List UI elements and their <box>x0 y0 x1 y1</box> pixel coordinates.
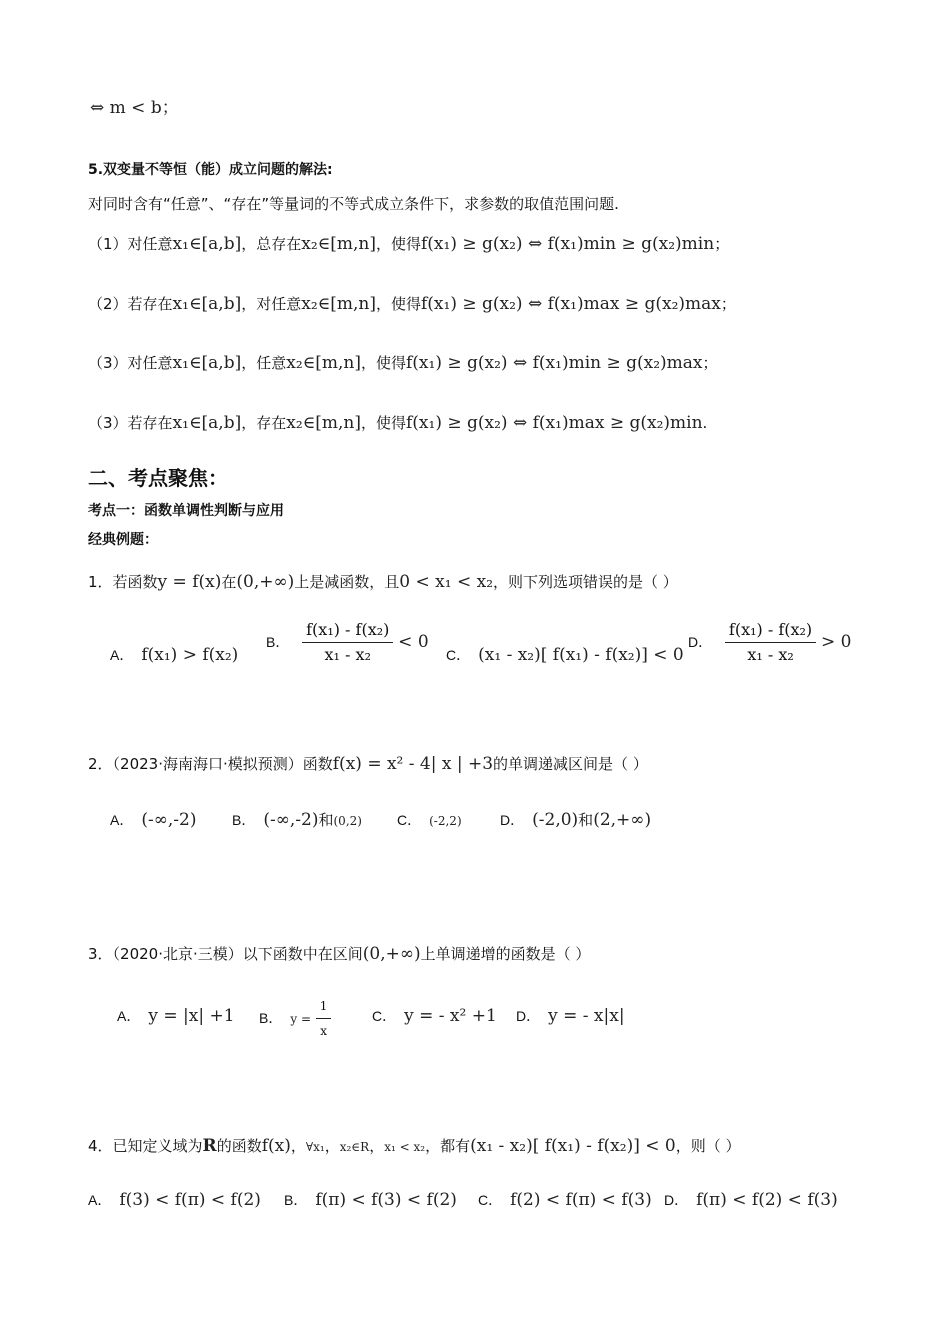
question-4-option-b[interactable]: B． f(π) < f(3) < f(2) <box>284 1190 457 1210</box>
question-1-option-c[interactable]: C． (x₁ - x₂)[ f(x₁) - f(x₂)] < 0 <box>446 645 684 665</box>
question-4-stem: 4．已知定义域为R的函数f(x)，∀x₁，x₂∈R，x₁ < x₂，都有(x₁ - x₂)[ f(x₁) - f(x₂)] < 0，则（ ） <box>88 1136 741 1156</box>
question-4-option-c[interactable]: C． f(2) < f(π) < f(3) <box>478 1190 652 1210</box>
section2-title: 二、考点聚焦： <box>88 466 228 490</box>
question-1-option-d[interactable]: D． $\frac{\text{f(x₁) - f(x₂)}}{\text{x₁ - x₂}}$ > 0 <box>688 620 852 664</box>
question-1-stem: 1．若函数y = f(x)在(0,+∞)上是减函数，且0 < x₁ < x₂，则下列选项错误的是（ ） <box>88 572 678 592</box>
question-3-option-d[interactable]: D． y = - x|x| <box>516 1006 625 1026</box>
question-3-option-b[interactable]: B． y = $\frac{1}{x}$ <box>259 996 331 1041</box>
keypoint-1-title: 考点一：函数单调性判断与应用 <box>88 503 284 519</box>
question-2-option-a[interactable]: A． (-∞,-2) <box>110 810 197 830</box>
section5-item-4: （3）若存在x₁∈[a,b]，存在x₂∈[m,n]，使得f(x₁) ≥ g(x₂) ⇔ f(x₁)max ≥ g(x₂)min. <box>88 413 708 433</box>
question-1-option-a[interactable]: A． f(x₁) > f(x₂) <box>110 645 239 665</box>
question-3-option-c[interactable]: C． y = - x² +1 <box>372 1006 497 1026</box>
section5-item-2: （2）若存在x₁∈[a,b]，对任意x₂∈[m,n]，使得f(x₁) ≥ g(x₂) ⇔ f(x₁)max ≥ g(x₂)max； <box>88 294 736 314</box>
question-4-option-a[interactable]: A． f(3) < f(π) < f(2) <box>88 1190 261 1210</box>
section5-item-1: （1）对任意x₁∈[a,b]，总存在x₂∈[m,n]，使得f(x₁) ≥ g(x₂) ⇔ f(x₁)min ≥ g(x₂)min； <box>88 234 730 254</box>
section5-item-3: （3）对任意x₁∈[a,b]，任意x₂∈[m,n]，使得f(x₁) ≥ g(x₂) ⇔ f(x₁)min ≥ g(x₂)max； <box>88 353 718 373</box>
question-2-option-b[interactable]: B． (-∞,-2)和(0,2) <box>232 810 362 830</box>
question-2-stem: 2．（2023·海南海口·模拟预测）函数f(x) = x² - 4| x | +3的单调递减区间是（ ） <box>88 754 648 774</box>
question-3-option-a[interactable]: A． y = |x| +1 <box>117 1006 235 1026</box>
question-2-option-c[interactable]: C． (-2,2) <box>397 812 462 828</box>
equiv-line: ⇔ m < b； <box>90 98 179 118</box>
question-2-option-d[interactable]: D． (-2,0)和(2,+∞) <box>500 810 652 830</box>
section5-intro: 对同时含有“任意”、“存在”等量词的不等式成立条件下，求参数的取值范围问题. <box>88 195 619 213</box>
section5-title: 5.双变量不等恒（能）成立问题的解法: <box>88 162 333 178</box>
question-3-stem: 3．（2020·北京·三模）以下函数中在区间(0,+∞)上单调递增的函数是（ ） <box>88 944 591 964</box>
question-1-option-b[interactable]: B． $\frac{\text{f(x₁) - f(x₂)}}{\text{x₁ - x₂}}$ < 0 <box>266 620 429 664</box>
examples-label: 经典例题： <box>88 532 158 548</box>
question-4-option-d[interactable]: D． f(π) < f(2) < f(3) <box>664 1190 838 1210</box>
